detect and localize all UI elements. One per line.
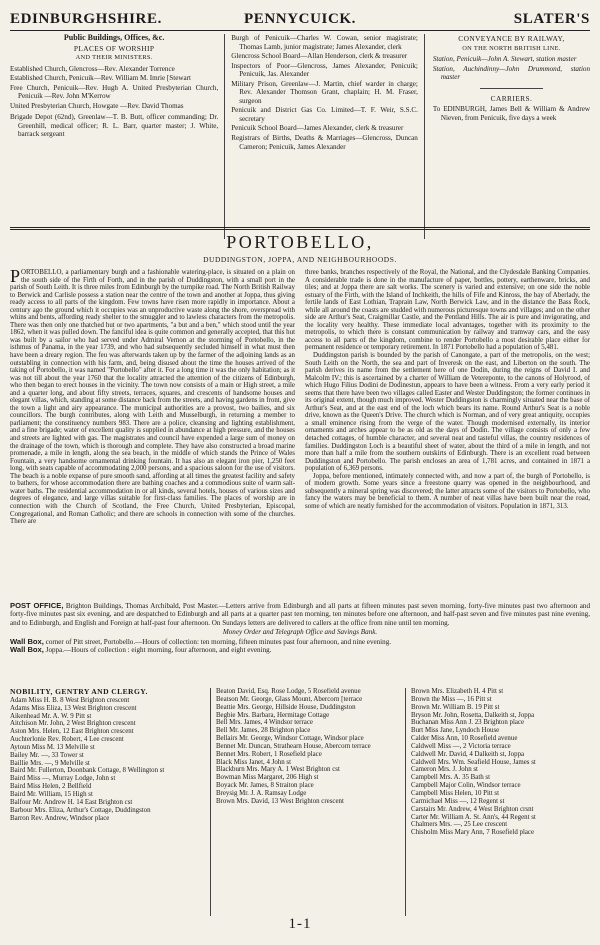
directory-entry: Bryson Mr. John, Rosetta, Dalkeith st, Joppa	[410, 711, 535, 719]
directory-entry: Calder Miss Ann, 10 Rosefield avenue	[410, 735, 518, 743]
list-item: Established Church, Penicuik—Rev. William M. Imrie [Stewart	[10, 74, 191, 83]
directory-entry: Aston Mrs. Helen, 12 East Brighton crescent	[10, 728, 134, 736]
divider	[480, 88, 543, 89]
directory-entry: Balfour Mr. Andrew H. 14 East Brighton cst	[10, 798, 133, 806]
list-item: Burgh of Penicuik—Charles W. Cowan, senior magistrate; Thomas Lamb, junior magistrate; James Alexander, clerk	[231, 34, 418, 51]
directory-entry: Brown Mrs. Elizabeth H. 4 Pitt st	[410, 688, 504, 695]
directory-entry: Baird Mr. William, 15 High st	[10, 790, 93, 798]
directory-entry: Baird Miss Helen, 2 Bellfield	[10, 783, 92, 791]
directory-entry: Adam Miss H. B. 8 West Brighton crescent	[10, 696, 130, 704]
directory-entry: Black Miss Janet, 4 John st	[215, 758, 291, 766]
directory-entry: Campbell Miss Helen, 10 Pitt st	[410, 789, 500, 797]
directory-entry: Brown Mr. William B. 19 Pitt st	[410, 703, 500, 711]
wall-box-paragraph	[10, 638, 590, 646]
list-item: United Presbyterian Church, Howgate —Rev. David Thomas	[10, 101, 184, 110]
wall-box-paragraph	[10, 646, 590, 654]
directory-entry: Burt Miss Jane, Lyndoch House	[410, 727, 500, 735]
worship-subheading: AND THEIR MINISTERS.	[75, 54, 153, 62]
directory-entry: Bennet Mrs. Robert, 1 Rosefield place	[215, 750, 322, 758]
section-subtitle: DUDDINGSTON, JOPPA, AND NEIGHBOURHOODS.	[203, 255, 397, 264]
wall-box-label: Wall Box,	[10, 636, 44, 646]
directory-entry: Baird Miss —, Murray Lodge, John st	[10, 775, 116, 783]
drop-cap: P	[10, 269, 21, 286]
description-left-column	[10, 269, 295, 601]
directory-entry: Bowman Miss Margaret, 206 High st	[215, 774, 319, 782]
paragraph-text: ORTOBELLO, a parliamentary burgh and a fashionable watering-place, is situated on a plain on the south side of the Firth of Forth, and in the parish of Duddingston, with a small port in the parish of South Leith. It is three miles from Edinburgh by the turnpike road. The North British Railway to Berwick and Carlisle possess a station near the centre of the town and another at Joppa, thus giving ready access to all parts of the kingdom. Few towns have risen more rapidly in importance. About a century ago the ground which it occupies was an unproductive waste along the shore, overspread with whins and bents, affording ready shelter to the smuggler and to lawless characters from the metropolis. There was then only one thatched hut or two apartments, "a but and a ben," which stood until the year 1862, when it was pulled down. The fanciful idea is quite common and generally accepted, that this hut was built by a sailor who had served under Admiral Vernon at the storming of Portobello, in the isthmus of Panama, in the year 1739, and who had subsequently secluded himself in what must then have been a dreary region. The feu was afterwards taken up by the farmer of the adjoining lands as an outstabling in connection with his farm, and, being disused about the time the houses arrived of the taking of Portobello, it was named "Portobello" after it. For a long time it was the only habitation; as it was not till about the year 1760 that the locality attracted the attention of the citizens of Edinburgh, who then began to erect houses in the vicinity. The town now consists of a main or High street, a mile and a quarter long, and about fifty streets, terraces, squares, and crescents of handsome houses and elegant villas, which, standing at some distance back from the streets, and having gardens in front, give the town a light and airy appearance. The municipal authorities are a provost, two bailies, and six councillors. The burgh contributes, along with Leith and Musselburgh, in returning a member to parliament; the constituency numbers 983. There are a police, cleansing and lighting establishment, and a fine brigade; water of excellent quality is supplied in abundance at high pressure, and the houses and streets are lighted with gas. The magistrates and council have expended a large sum of money on the drainage of the town, which is thorough and complete. They have also constructed a broad marine promenade, a mile in length, along the sea beach, in the middle of which stands the Prince of Wales Fountain, a very handsome ornamental drinking fountain. It has also an elegant iron pier, 1,250 feet long, with seats capable of accommodating 2,000 persons, and a spacious saloon for the use of visitors. The beach is a noble expanse of pure smooth sand, affording at all times the greatest facility and safety to bathers, for whose accommodation there are bathing coaches and a commodious suite of warm salt-water baths. The residential accommodation in or all kinds, several hotels, houses of various sizes and degrees of elegance, and large villas suitable for first-class families. The places of worship are in connection with the Church of Scotland, the Free Church, United Presbyterian, Episcopal, Congregational, and Roman Catholic; and there are schools in connection with some of the churches. There are	[10, 269, 295, 526]
directory-entry: Caldwell Mr. David, 4 Dalkeith st, Joppa	[410, 750, 525, 758]
money-order-line: Money Order and Telegraph Office and Savings Bank.	[222, 628, 378, 637]
conveyance-subheading: ON THE NORTH BRITISH LINE.	[462, 44, 561, 52]
station-entry: Station, Penicuik—John A. Stewart, station master	[432, 55, 577, 64]
directory-entry: Brown Mrs. David, 13 West Brighton crescent	[215, 797, 344, 805]
wall-box-text: corner of Pitt street, Portobello.—Hours of collection: ten morning, fifteen minutes past four afternoon, and nine evening.	[43, 637, 392, 646]
directory-page	[10, 8, 590, 938]
page-number: 1-1	[288, 916, 312, 932]
portobello-description	[10, 269, 590, 601]
header-county: EDINBURGHSHIRE.	[10, 10, 162, 27]
list-item: Military Prison, Greenlaw—J. Martin, chief warder in charge; Rev. Alexander Thomson Grant, chaplain; H. M. Fraser, surgeon	[231, 79, 418, 105]
list-item: Free Church, Penicuik—Rev. Hugh A. United Presbyterian Church, Penicuik —Rev. John M'Kerrow	[10, 83, 219, 101]
conveyance-heading: CONVEYANCE BY RAILWAY,	[458, 34, 565, 43]
station-entry: Station, Auchindinny—John Drummond, station master	[432, 64, 591, 82]
wall-box-label: Wall Box,	[10, 645, 44, 655]
list-item: Penicuik School Board—James Alexander, clerk & treasurer	[231, 124, 404, 133]
worship-heading: PLACES OF WORSHIP	[73, 43, 155, 53]
header-town: PENNYCUICK.	[243, 10, 357, 27]
directory-entry: Boyack Mr. James, 8 Straiton place	[215, 782, 314, 790]
list-item: Glencross School Board—Allan Henderson, clerk & treasurer	[231, 52, 408, 61]
directory-entry: Beatson Mr. George, Glass Mount, Abercorn [terrace	[215, 695, 363, 703]
directory-entry: Aytoun Miss M. 13 Melville st	[10, 743, 95, 751]
list-item: Established Church, Glencross—Rev. Alexander Torrence	[10, 64, 175, 73]
directory-entry: Carstairs Mr. Andrew, 4 West Brighton crsnt	[410, 805, 534, 813]
section-divider	[10, 227, 590, 228]
directory-entry: Campbell Major Colin, Windsor terrace	[410, 782, 521, 790]
nobility-column-2	[211, 688, 406, 916]
directory-entry: Buchanan Miss Ann J. 23 Brighton place	[410, 719, 525, 727]
list-item: Registrars of Births, Deaths & Marriages—Glencross, Duncan Cameron; Penicuik, James Alexander	[231, 134, 418, 151]
directory-entry: Bell Mrs. James, 4 Windsor terrace	[215, 719, 313, 727]
directory-entry: Blackburn Mrs. Mary A. 1 West Brighton cst	[215, 766, 340, 774]
directory-entry: Bell Mr. James, 28 Brighton place	[215, 727, 311, 735]
directory-entry: Chalmers Mrs. —, 25 Lee crescent	[410, 821, 508, 829]
description-paragraph: three banks, branches respectively of the Royal, the National, and the Clydesdale Banking Companies. A considerable trade is done in the manufacture of paper, bottles, pottery, earthenware, bricks, and tiles; and at Joppa there are salt works. The scenery is varied and extensive; on one side the noble estuary of the Firth, with the Island of Inchkeith, the hills of Fife and Kinross, the bay of Aberlady, the fertile lands of East Lothian, Traprain Law, North Berwick Law, and in the distance the Bass Rock, while all around the coasts are studded with numerous picturesque towns and villages; and on the other side are Arthur's Seat, Craigmillar Castle, and the Pentland Hills. The air is pure and invigorating, and the locality very healthy. These immediate local advantages, together with its proximity to the metropolis, to which there is constant communication by railway and tramway cars, and the easy access to all parts of the kingdom, combine to render Portobello a most desirable place either for permanent residence or temporary retirement. In 1871 Portobello had a population of 5,481.	[305, 269, 590, 352]
section-divider	[10, 229, 590, 230]
nobility-directory	[10, 688, 590, 916]
directory-entry: Brown the Miss —, 16 Pitt st	[410, 695, 492, 703]
directory-entry: Cameron Mrs. J. John st	[410, 766, 478, 774]
post-office-paragraph	[10, 602, 590, 627]
directory-entry: Auchterlonie Rev. Robert, 4 Lee crescent	[10, 736, 124, 744]
directory-entry: Chisholm Miss Mary Ann, 7 Rosefield place	[410, 829, 535, 837]
header-publisher: SLATER'S	[513, 10, 590, 27]
description-paragraph	[10, 269, 295, 526]
carriers-text: To EDINBURGH, James Bell & William & Andrew Nieven, from Penicuik, five days a week	[432, 105, 591, 122]
directory-entry: Beattie Mrs. George, Hillside House, Duddingston	[215, 703, 356, 711]
directory-entry: Carter Mr. William A. St. Ann's, 44 Regent st	[410, 813, 536, 821]
directory-entry: Aitchison Mr. John, 2 West Brighton crescent	[10, 720, 136, 728]
list-item: Penicuik and District Gas Co. Limited—T. F. Weir, S.S.C. secretary	[231, 106, 418, 123]
section-title: PORTOBELLO,	[226, 232, 374, 252]
page-header	[10, 8, 590, 31]
directory-entry: Bailey Mr. —, 33 Tower st	[10, 751, 84, 759]
directory-entry: Carmichael Miss —, 12 Regent st	[410, 797, 505, 805]
directory-entry: Adams Miss Eliza, 13 West Brighton crescent	[10, 704, 137, 712]
description-paragraph: Joppa, before mentioned, intimately connected with, and now a part of, the burgh of Portobello, is of modern growth. Some years since a freestone quarry was opened in the neighbourhood, and subsequently a mineral spring was discovered; the latter attracts some of the visitors to Portobello, who fancy the waters may be beneficial to them. A number of neat villas have been built near the road, some of which are neatly furnished for the accommodation of visitors. Population in 1871, 313.	[305, 472, 590, 510]
directory-entry: Barron Rev. Andrew, Windsor place	[10, 814, 110, 822]
description-right-column	[305, 269, 590, 601]
pennycuick-section	[10, 34, 590, 239]
directory-entry: Bennet Mr. Duncan, Strathearn House, Abercorn terrace	[215, 742, 371, 750]
public-buildings-heading: Public Buildings, Offices, &c.	[63, 33, 165, 42]
directory-entry: Caldwell Miss —, 2 Victoria terrace	[410, 742, 511, 750]
directory-entry: Baillie Mrs. —, 9 Melville st	[10, 759, 90, 767]
nobility-heading: NOBILITY, GENTRY AND CLERGY.	[10, 688, 148, 696]
directory-entry: Barbour Mrs. Eliza, Arthur's Cottage, Duddingston	[10, 806, 151, 814]
post-office-label: POST OFFICE,	[10, 601, 64, 610]
post-office-section	[10, 602, 590, 654]
description-paragraph: Duddingston parish is bounded by the parish of Canongate, a part of the metropolis, on the west; South Leith on the North, the sea and part of Inveresk on the east, and Liberton on the south. The parish derives its name from the settlement here of one Dodin, during the reigns of David I. and Malcolm IV.; this is ascertained by a charter of William de Vetereponte, to the canons of Holyrood, of which Hugo Filius Dodini de Dodinestun, appears to have been a witness. From a very early period it seems that there have been two villages called Easter and Wester Duddingston; the former continues in its original extent, though much improved. Wester Duddingston is charmingly situated near the base of Arthur's Seat, and at the east end of the loch which bears its name. Round Arthur's Seat is a noble drive, known as the Queen's Drive. The church which is Norman, and of very great antiquity, occupies a small eminence rising from the verge of the water. Though modernised externally, its interior ornaments and arches appear to be as old as the days of Dodin. The village consists of only a few detached cottages, of humble character, and several neat and tasteful villas, the country residences of families. Duddingston Loch is a beautiful sheet of water, about the third of a mile in length, and not more than half a mile from the southern outskirts of Edinburgh. There is an excellent road between Duddingston and Portobello. The parish encloses an area of 1,781 acres, and contained in 1871 a population of 6,369 persons.	[305, 352, 590, 473]
nobility-column-1	[10, 688, 211, 916]
directory-entry: Baird Mr. Fullerton, Doonbank Cottage, 8 Wellington st	[10, 767, 165, 775]
post-office-text: Brighton Buildings, Thomas Archibald, Post Master.—Letters arrive from Edinburgh and all parts at fifteen minutes past seven morning, forty-five minutes past two afternoon and forty-five minutes past six evening, and are despatched to Edinburgh and all parts at a quarter past ten morning, ten minutes before one afternoon, and half-past seven and five minutes past nine evening, and to Edinburgh, and English and Foreign at half-past four afternoon. On Sundays letters are delivered to callers at the office from nine until ten morning.	[10, 602, 590, 627]
carriers-heading: CARRIERS.	[490, 93, 533, 103]
directory-entry: Begbie Mrs. Barbara, Hermitage Cottage	[215, 711, 330, 719]
directory-entry: Aikenhead Mr. A. W. 9 Pitt st	[10, 712, 92, 720]
nobility-column-3	[406, 688, 590, 916]
directory-entry: Beaton David, Esq. Rose Lodge, 5 Rosefield avenue	[215, 688, 361, 695]
wall-box-text: Joppa.—Hours of collection : eight morning, four afternoon, and eight evening.	[43, 646, 272, 655]
conveyance-column	[425, 34, 590, 239]
list-item: Brigade Depot (62nd), Greenlaw—T. B. Butt, officer commanding; Dr. Greenhill, medical officer; R. L. Barr, quarter master; J. White, barrack sergeant	[10, 113, 219, 139]
directory-entry: Campbell Mrs. A. 35 Bath st	[410, 774, 491, 782]
offices-column	[225, 34, 425, 239]
directory-entry: Bellairs Mr. George, Windsor Cottage, Windsor place	[215, 735, 364, 743]
directory-entry: Breysig Mr. J. A. Ramsay Lodge	[215, 789, 307, 797]
directory-entry: Caldwell Mrs. Wm. Seafield House, James st	[410, 758, 536, 766]
list-item: Inspectors of Poor—Glencross, James Alexander, Penicuik; Penicuik, Jas. Alexander	[231, 61, 418, 79]
public-buildings-column	[10, 34, 225, 239]
